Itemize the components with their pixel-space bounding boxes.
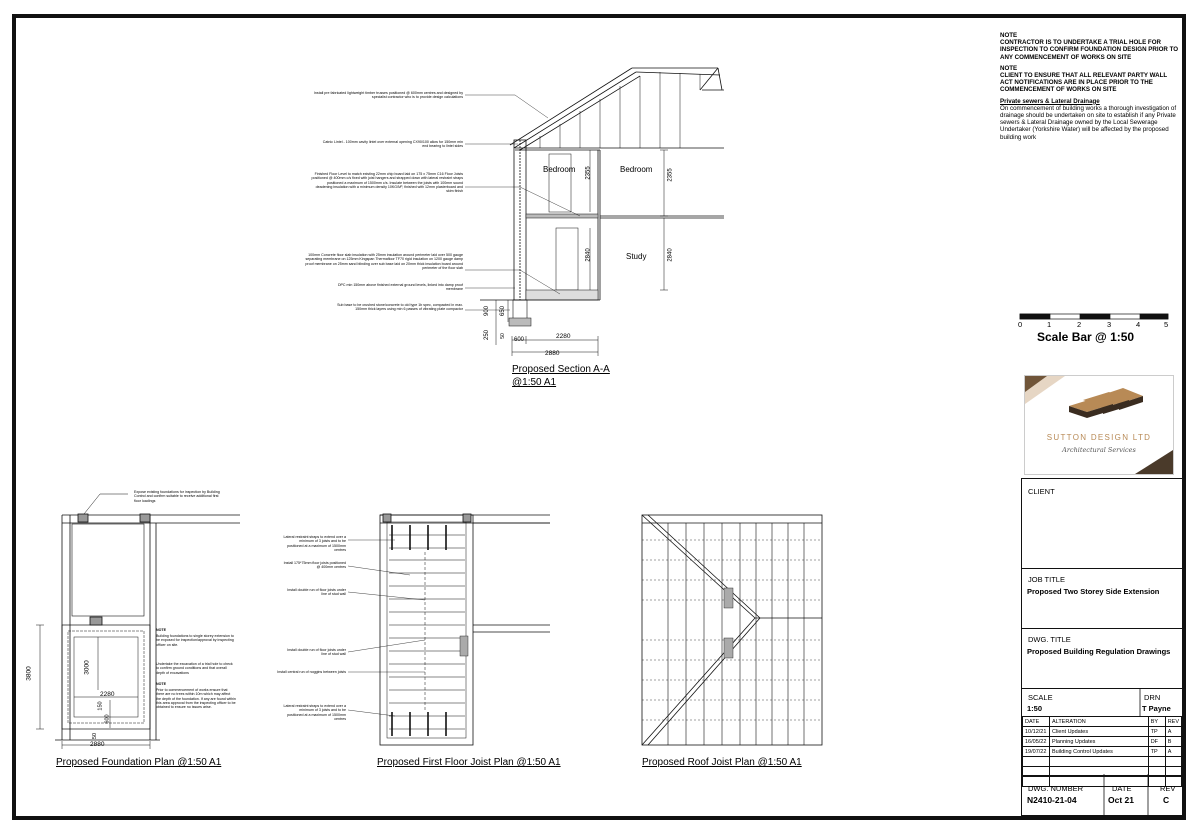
ff-annotation-restraint-top: Lateral restraint straps to extend over a minimum of 3 joists and to be positioned at a maximum of 1500mm centres — [283, 535, 346, 552]
rev-alteration: Planning Updates — [1050, 737, 1149, 747]
foundation-plan-drawing — [36, 494, 240, 749]
scale-tick-2: 2 — [1077, 320, 1082, 329]
rev-code: A — [1165, 747, 1181, 757]
logo-tagline: Architectural Services — [1062, 446, 1136, 454]
section-caption-scale: @1:50 A1 — [512, 377, 557, 388]
rev-by: DF — [1148, 737, 1165, 747]
annotation-lintel: Catnic Lintel - 100mm cavity lintel over external opening CX90/100 allow for 150mm min end bearing to lintel sides — [322, 140, 463, 149]
scale-tick-5: 5 — [1164, 320, 1169, 329]
dim-50: 50 — [499, 333, 506, 339]
roof-joist-plan-drawing — [642, 515, 822, 745]
drn-value: T Payne — [1142, 704, 1171, 713]
job-title-section — [1022, 569, 1182, 629]
scale-bar-label: Scale Bar @ 1:50 — [1037, 330, 1135, 344]
date-label: DATE — [1112, 784, 1132, 793]
general-notes — [1000, 32, 1180, 145]
dim-2880: 2880 — [545, 350, 560, 357]
rev-header-date: DATE — [1023, 717, 1050, 727]
job-title-label: JOB TITLE — [1028, 575, 1065, 584]
note-1-heading: NOTE — [1000, 32, 1018, 39]
scale-tick-3: 3 — [1107, 320, 1112, 329]
rev-header-by: BY — [1148, 717, 1165, 727]
dwg-title-label: DWG. TITLE — [1028, 635, 1071, 644]
room-label-study: Study — [626, 252, 647, 261]
section-caption: Proposed Section A-A — [512, 364, 610, 375]
rev-by: TP — [1148, 727, 1165, 737]
annotation-floor-slab: 100mm Concrete floor slab insulation with 25mm insulation around perimeter laid over 500 gauge separating membrane on 125mm Kingspan Thermafloor TF70 rigid insulation on 1200 gauge damp proof membrane on 25mm sand blinding over sub base laid on 20mm thick insulation board around perimeter of the floor slab — [305, 253, 463, 270]
foundation-note-text-2: Undertake the excavation of a trial hole to check to confirm ground conditions and that overall depth of excavations — [156, 662, 233, 675]
first-floor-joist-plan-drawing — [348, 514, 550, 745]
date-value: Oct 21 — [1108, 795, 1134, 805]
rev-by: TP — [1148, 747, 1165, 757]
table-row — [1023, 747, 1182, 757]
foundation-dim-600: 600 — [104, 714, 111, 724]
note-1 — [1000, 32, 1180, 61]
rev-value: C — [1163, 795, 1170, 805]
logo-company-name: SUTTON DESIGN LTD — [1046, 433, 1152, 442]
dwg-title-section — [1022, 629, 1182, 689]
foundation-note-heading-1: NOTE — [156, 628, 166, 632]
ff-annotation-double-run-1: Install double run of floor joists under line of stud wall — [287, 588, 346, 597]
client-section — [1022, 479, 1182, 569]
dwg-number-section — [1022, 775, 1182, 817]
dim-2280: 2280 — [556, 333, 571, 340]
scale-tick-1: 1 — [1047, 320, 1052, 329]
foundation-note-heading-2: NOTE — [156, 682, 166, 686]
note-3-text: On commencement of building works a thorough investigation of drainage should be undertaken on site to establish if any Private sewers & Lateral Drainage owned by the Local Sewerage Undertaker (Yorkshire Water) will be affected by the proposed building work — [1000, 104, 1177, 141]
dwg-number-value: N2410-21-04 — [1027, 795, 1077, 805]
table-row — [1023, 737, 1182, 747]
dim-2355-right: 2355 — [667, 168, 674, 182]
rev-code: A — [1165, 727, 1181, 737]
foundation-dim-150: 150 — [97, 701, 104, 711]
annotation-trusses: Install pre fabricated lightweight timber trusses positioned @ 600mm centres and designed by specialist contractor who is to provide design calculations — [313, 91, 463, 100]
scale-label: SCALE — [1028, 693, 1053, 702]
annotation-sub-base: Sub base to be crushed stone/concrete to old type 1b spec, compacted in max. 150mm thick layers using min 6 passes of vibrating plate compactor — [337, 303, 463, 312]
room-label-bedroom-left: Bedroom — [543, 165, 576, 174]
annotation-floor-joists: Finished Floor Level to match existing 22mm chip board laid on 175 x 75mm C16 Floor Joists positioned @ 400mm c/s fixed with joist hangers and strapped down with lateral restraint straps positioned a maximum of 1500mm c/s. Insulate between the joists with 100mm sound deadening insulation with a minimum density 10KG/M³, finished with 12mm plasterboard and skim finish — [311, 172, 463, 194]
job-title-value: Proposed Two Storey Side Extension — [1027, 587, 1160, 596]
scale-bar-graphic — [1020, 314, 1168, 319]
scale-tick-4: 4 — [1136, 320, 1141, 329]
foundation-dim-3800: 3800 — [25, 666, 33, 681]
ff-annotation-noggins: Install central run of noggins between joists — [277, 670, 346, 674]
foundation-note-text-1: Building foundations to single storey extension to be exposed for inspection/approval by inspecting officer on site. — [156, 634, 234, 647]
drn-label: DRN — [1144, 693, 1161, 702]
note-3 — [1000, 98, 1180, 141]
dwg-title-value: Proposed Building Regulation Drawings — [1027, 647, 1171, 656]
first-floor-caption: Proposed First Floor Joist Plan @1:50 A1 — [377, 757, 561, 768]
scale-drn-section — [1022, 689, 1182, 716]
foundation-dim-2880: 2880 — [90, 741, 105, 748]
foundation-dim-50: 50 — [92, 732, 99, 740]
table-row — [1023, 757, 1182, 767]
dim-600: 600 — [514, 337, 525, 343]
ff-annotation-joists: Install 175*75mm floor joists positioned @ 400mm centres — [283, 561, 346, 570]
dim-2355-left: 2355 — [585, 166, 592, 180]
rev-alteration: Client Updates — [1050, 727, 1149, 737]
rev-label: REV — [1160, 784, 1176, 793]
ff-annotation-restraint-bottom: Lateral restraint straps to extend over a minimum of 3 joists and to be positioned at a maximum of 1500mm centres — [283, 704, 346, 721]
rev-code: B — [1165, 737, 1181, 747]
note-3-heading: Private sewers & Lateral Drainage — [1000, 97, 1100, 105]
company-logo — [1024, 375, 1174, 475]
rev-date: 19/07/22 — [1023, 747, 1050, 757]
foundation-dim-2280: 2280 — [100, 691, 115, 698]
note-2-text: CLIENT TO ENSURE THAT ALL RELEVANT PARTY WALL ACT NOTIFICATIONS ARE IN PLACE PRIOR TO THE COMMENCEMENT OF WORKS ON SITE — [1000, 72, 1168, 94]
room-label-bedroom-right: Bedroom — [620, 165, 653, 174]
roof-caption: Proposed Roof Joist Plan @1:50 A1 — [642, 757, 802, 768]
scale-tick-0: 0 — [1018, 320, 1023, 329]
foundation-caption: Proposed Foundation Plan @1:50 A1 — [56, 757, 222, 768]
client-label: CLIENT — [1028, 487, 1055, 496]
rev-header-rev: REV — [1165, 717, 1181, 727]
revision-header-row — [1023, 717, 1182, 727]
dwg-number-label: DWG. NUMBER — [1028, 784, 1083, 793]
dim-650: 650 — [500, 305, 507, 317]
dim-2840-right: 2840 — [667, 248, 674, 262]
note-2 — [1000, 65, 1180, 94]
rev-date: 10/12/21 — [1023, 727, 1050, 737]
note-1-text: CONTRACTOR IS TO UNDERTAKE A TRIAL HOLE FOR INSPECTION TO CONFIRM FOUNDATION DESIGN PRIOR TO ANY COMMENCEMENT OF WORKS ON SITE — [1000, 39, 1179, 61]
scale-value: 1:50 — [1027, 704, 1043, 713]
ff-annotation-double-run-2: Install double run of floor joists under line of stud wall — [287, 648, 346, 657]
table-row — [1023, 727, 1182, 737]
dim-250: 250 — [484, 329, 491, 341]
note-2-heading: NOTE — [1000, 64, 1018, 72]
foundation-dim-3000: 3000 — [83, 660, 91, 675]
annotation-dpc: DPC min 150mm above finished external ground levels, linked into damp proof membrane — [337, 283, 463, 292]
logo-graphic-icon — [1025, 376, 1173, 474]
rev-date: 16/05/22 — [1023, 737, 1050, 747]
rev-header-alteration: ALTERATION — [1050, 717, 1149, 727]
title-block — [1021, 478, 1183, 816]
foundation-top-note: Expose existing foundations for inspection by Building Control and confirm suitable to receive additional first floor loadings — [134, 490, 220, 503]
rev-alteration: Building Control Updates — [1050, 747, 1149, 757]
dim-900: 900 — [484, 305, 491, 317]
dim-2840-left: 2840 — [585, 248, 592, 262]
foundation-note-text-3: Prior to commencement of works ensure that there are no trees within 10m which may affect the depth of the foundation. If any are found within this area approval from the inspecting officer to be obtained to ensure no issues arise. — [156, 688, 236, 710]
